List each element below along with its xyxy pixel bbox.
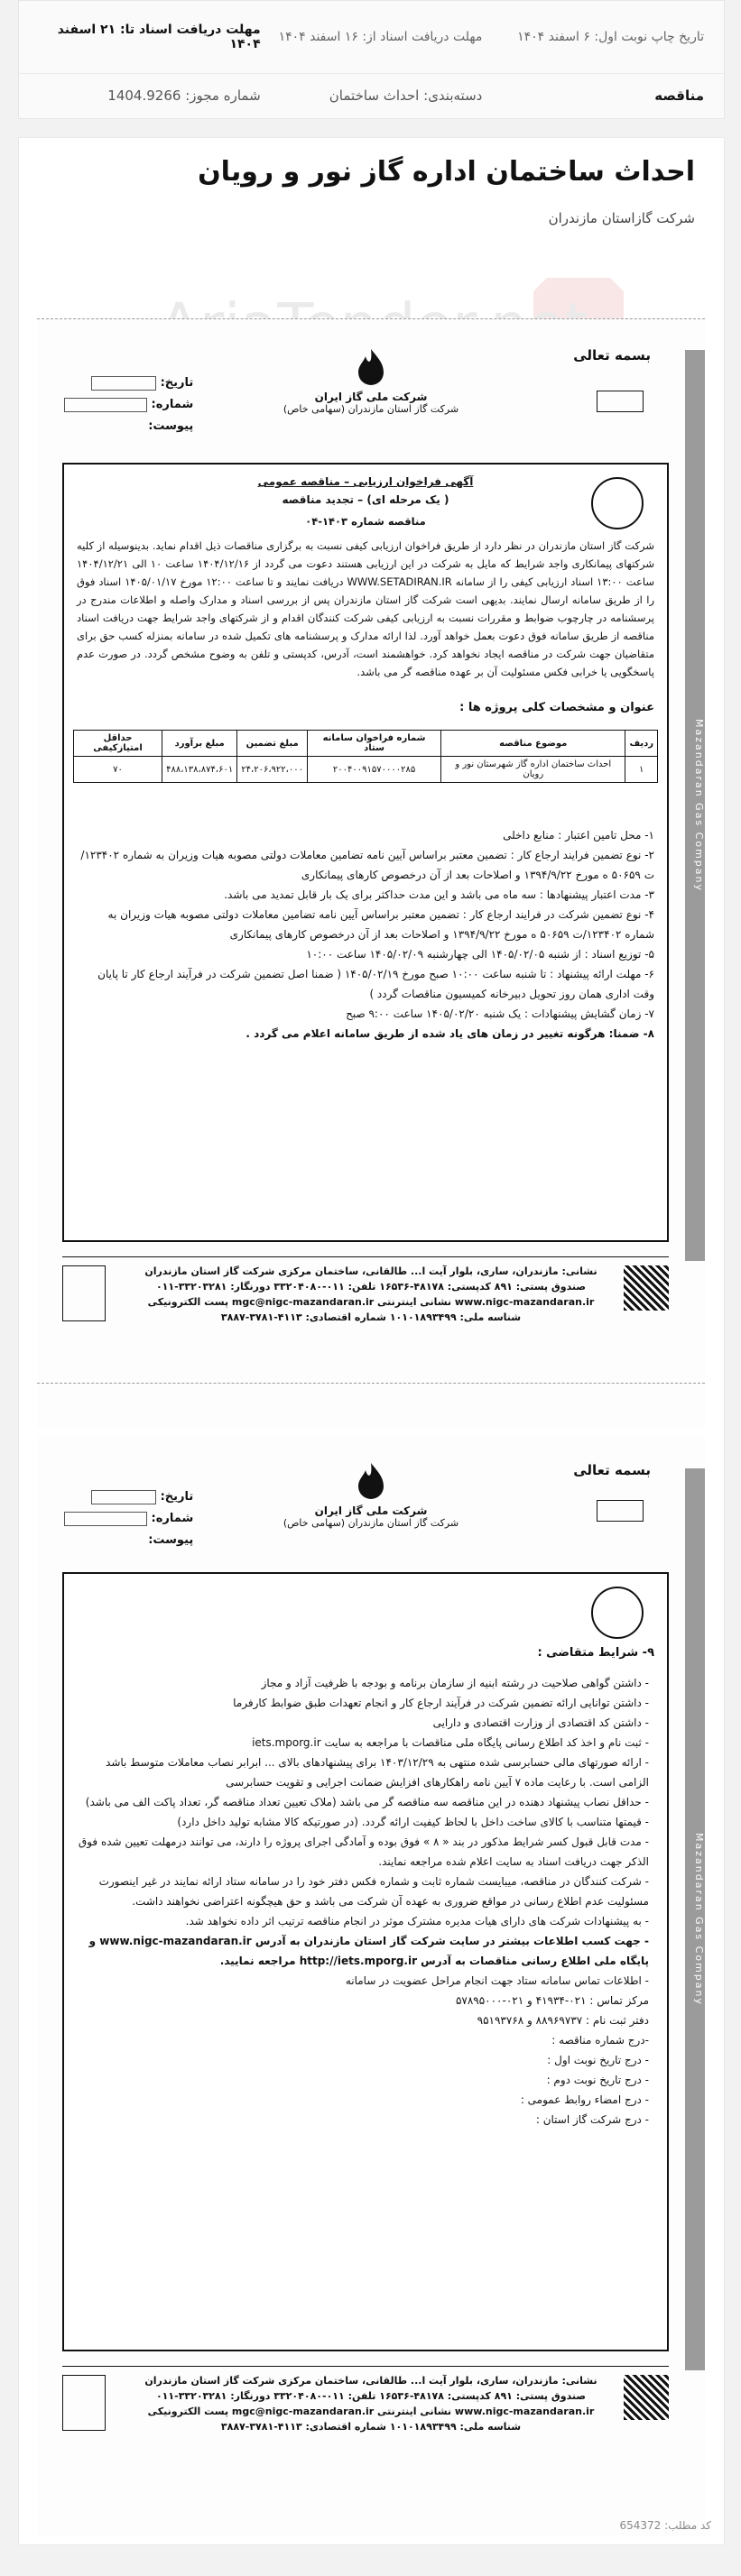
list-item: دفتر ثبت نام : ۸۸۹۶۹۷۳۷ و ۹۵۱۹۳۷۶۸ (477, 2014, 649, 2027)
tender-category: دسته‌بندی: احداث ساختمان (329, 87, 483, 104)
list-item: - اطلاعات تماس سامانه ستاد جهت انجام مراحل عضویت در سامانه (345, 1974, 649, 1987)
list-item: ۴- نوع تضمین شرکت در فرایند ارجاع کار : تضمین معتبر براساس آیین نامه تضامین معاملات دولتی مصوبه هیات وزیران به شماره ۱۲۳۴۰۲/ت ۵۰۶۵۹ ه مورخ ۱۳۹۴/۹/۲۲ و اصلاحات بعد از آن درخصوص کارهای پیمانکاری (107, 908, 654, 941)
list-item: مرکز تماس : ۰۲۱-۴۱۹۳۴ و ۰۲۱-۵۷۸۹۵۰۰۰ (455, 1994, 649, 2007)
letter-fields (64, 1486, 193, 1551)
list-item: -درج شماره مناقصه : (551, 2034, 649, 2047)
list-item: - درج شرکت گاز استان : (535, 2113, 649, 2126)
tender-meta-bar (18, 0, 725, 119)
company-name: شرکت گازاستان مازندران (548, 210, 695, 226)
conditions-box (62, 1572, 669, 2351)
page1-footer: نشانی: مازندران، ساری، بلوار آیت ا... طالقانی، ساختمان مرکزی شرکت گاز استان مازندران صندوق پستی: ۸۹۱ کدپستی: ۴۸۱۷۸-۱۶۵۳۶ تلفن: ۰۱۱-۳۳۲۰۴۰۸۰ دورنگار: ۳۳۲۰۳۲۸۱-۰۱۱ www.nigc-mazandaran.ir نشانی اینترنتی mgc@nigc-mazandaran.ir پست الکترونیکی شناسه ملی: ۱۰۱۰۱۸۹۳۴۹۹ شماره اقتصادی: ۴۱۱۳-۳۷۸۱-۳۸۸۷ (144, 1265, 597, 1323)
meta-dates-row (19, 1, 724, 74)
projects-table: ردیف موضوع مناقصه شماره فراخوان سامانه ستاد مبلغ تضمین مبلغ برآورد حداقل امتیازکیفی ۱ احداث ساختمان اداره گاز شهرستان نور و رویان ۲۰۰۴۰۰۹۱۵۷۰۰۰۰۲۸۵ ۲۴،۲۰۶،۹۲۲،۰۰۰ ۴۸۸،۱۳۸،۸۷۴،۶۰۱ ۷۰ (73, 730, 658, 783)
tender-card (18, 137, 725, 2545)
qr-code-icon (624, 2375, 669, 2420)
section-title: ۹- شرایط متقاضی : (537, 1646, 654, 1660)
receive-to-date: مهلت دریافت اسناد تا: ۲۱ اسفند ۱۴۰۴ (57, 23, 261, 51)
date-field: تاریخ: (64, 1486, 193, 1508)
stamp-box (597, 391, 644, 412)
tender-type: مناقصه (654, 87, 704, 104)
list-item: - ارائه صورتهای مالی حسابرسی شده منتهی به ۱۴۰۳/۱۲/۲۹ برای پیشنهادهای بالای ... ابرابر نصاب معاملات متوسط باشد الزامی است. با رعایت ماده ۷ آیین نامه راهکارهای افزایش ضمانت اجرایی و تقویت حسابرسی (106, 1756, 649, 1789)
attach-field: پیوست: (148, 1533, 194, 1547)
qr-code-icon (624, 1265, 669, 1311)
side-bar: Mazandaran Gas Company (685, 350, 705, 1261)
print-date: تاریخ چاپ نوبت اول: ۶ اسفند ۱۴۰۴ (517, 30, 704, 44)
list-item: - جهت کسب اطلاعات بیشتر در سایت شرکت گاز استان مازندران به آدرس www.nigc-mazandaran.ir و پایگاه ملی اطلاع رسانی مناقصات به آدرس http://iets.mporg.ir مراجعه نمایید. (88, 1935, 649, 1967)
letter-fields (64, 373, 193, 437)
list-item: ۳- مدت اعتبار پیشنهادها : سه ماه می باشد و این مدت حداکثر برای یک بار قابل تمدید می باشد. (224, 888, 654, 901)
page-title: احداث ساختمان اداره گاز نور و رویان (198, 156, 695, 188)
company-logo-icon (591, 1587, 644, 1639)
list-item: - داشتن توانایی ارائه تضمین شرکت در فرآیند ارجاع کار و انجام تعهدات طبق ضوابط کارفرما (233, 1697, 649, 1709)
conditions-list (77, 825, 654, 1044)
license-number: شماره مجوز: 1404.9266 (107, 87, 261, 104)
list-item: ۷- زمان گشایش پیشنهادات : یک شنبه ۱۴۰۵/۰۲/۲۰ ساعت ۹:۰۰ صبح (346, 1007, 654, 1020)
date-field: تاریخ: (64, 373, 193, 394)
nigc-logo-block: شرکت ملی گاز ایران شرکت گاز استان مازندران (سهامی خاص) (281, 345, 461, 415)
basmala: بسمه تعالی (573, 347, 651, 363)
document-page-1 (37, 318, 705, 1428)
list-item: ۵- توزیع اسناد : از شنبه ۱۴۰۵/۰۲/۰۵ الی چهارشنبه ۱۴۰۵/۰۲/۰۹ ساعت ۱۰:۰۰ (306, 948, 654, 961)
meta-info-row (19, 73, 724, 118)
flame-logo-icon (351, 345, 391, 387)
list-item: ۸- ضمنا: هرگونه تغییر در زمان های یاد شده از طریق سامانه اعلام می گردد . (245, 1027, 654, 1040)
number-field: شماره: (64, 394, 193, 416)
document-page-2 (37, 1437, 705, 2537)
list-item: - ثبت نام و اخذ کد اطلاع رسانی پایگاه ملی مناقصات با مراجعه به سایت iets.mporg.ir (252, 1736, 649, 1749)
attach-field: پیوست: (148, 419, 194, 433)
iso-badge-icon (62, 2375, 106, 2431)
number-field: شماره: (64, 1508, 193, 1530)
list-item: - شرکت کنندگان در مناقصه، میبایست شماره ثابت و شماره فکس دفتر خود را در سامانه ستاد ارائه نمایند در غیر اینصورت مسئولیت عدم اطلاع رسانی در مواقع ضروری به عهده آن شرکت می باشد و حق هیچگونه اعتراضی نخواهند داشت. (98, 1875, 649, 1908)
flame-logo-icon (351, 1459, 391, 1501)
receive-from-date: مهلت دریافت اسناد از: ۱۶ اسفند ۱۴۰۴ (278, 30, 483, 44)
list-item: - درج تاریخ نوبت اول : (547, 2054, 649, 2066)
side-bar: Mazandaran Gas Company (685, 1468, 705, 2370)
requirements-list (77, 1673, 649, 2130)
intro-paragraph: شرکت گاز استان مازندران در نظر دارد از طریق فراخوان ارزیابی کیفی نسبت به برگزاری مناقصات ذیل اقدام نماید. بدینوسیله از کلیه شرکتهای پیمانکاری واجد شرایط که مایل به شرکت در این ارزیابی هستند دعوت می گردد از ۱۴۰۴/۱۲/۱۶ ساعت ۱۰ الی ۱۴۰۴/۱۲/۲۱ ساعت ۱۳:۰۰ اسناد ارزیابی کیفی را از سامانه WWW.SETADIRAN.IR دریافت نمایند و تا ساعت ۱۲:۰۰ مورخ ۱۴۰۵/۰۱/۱۷ اسناد فوق را از طریق سامانه ارسال نمایند. بدیهی است شرکت گاز استان مازندران پس از بررسی اسناد و مدارک واصله و اطلاعات مندرج در پرسشنامه در چارچوب ضوابط و مقررات نسبت به ارزیابی کیفی شرکت کنندگان اقدام و از شرکتهای واجد شرایط جهت دریافت اسناد مناقصه از طریق سامانه فوق دعوت بعمل خواهد آورد. لذا ارائه مدارک و پرسشنامه های تکمیل شده در سامانه بمنزله کسب حق برای متقاضیان جهت شرکت در مناقصه ایجاد نخواهد کرد. خواهشمند است، آدرس، کدپستی و تلفن به وضوح مشخص گردد. در صورت عدم پاسخگویی یا خرابی فکس مسئولیت آن بر عهده مناقصه گر می باشد. (77, 539, 654, 678)
stamp-box (597, 1500, 644, 1522)
table-row: ۱ احداث ساختمان اداره گاز شهرستان نور و رویان ۲۰۰۴۰۰۹۱۵۷۰۰۰۰۲۸۵ ۲۴،۲۰۶،۹۲۲،۰۰۰ ۴۸۸،۱۳۸،۸۷۴،۶۰۱ ۷۰ (74, 757, 658, 783)
list-item: - حداقل نصاب پیشنهاد دهنده در این مناقصه سه مناقصه گر می باشد (ملاک تعیین تعداد مناقصه گر، تعداد پاکت الف می باشد) (85, 1796, 649, 1808)
list-item: - مدت قابل قبول کسر شرایط مذکور در بند « ۸ » فوق بوده و آمادگی اجرای پروژه را دارند، می توانند درمهلت تعیین شده فوق الذکر جهت دریافت اسناد به سایت اعلام شده مراجعه نمایند. (78, 1835, 649, 1868)
post-code: کد مطلب: 654372 (619, 2519, 711, 2532)
list-item: - به پیشنهادات شرکت های دارای هیات مدیره مشترک موثر در انجام مناقصه ترتیب اثر داده نخواهد شد. (185, 1915, 649, 1927)
list-item: - قیمتها متناسب با کالای ساخت داخل با لحاظ کیفیت ارائه گردد. (در صورتیکه کالا مشابه تولید داخل دارد) (177, 1816, 649, 1828)
announcement-box: آگهی فراخوان ارزیابی – مناقصه عمومی ( یک مرحله ای) – تجدید مناقصه مناقصه شماره ۱۴۰۳-۰۴ شرکت گاز استان مازندران در نظر دارد از طریق فراخوان ارزیابی کیفی نسبت به برگزاری مناقصات ذیل اقدام نماید. بدینوسیله از کلیه شرکتهای پیمانکاری واجد شرایط که مایل به شرکت در این ارزیابی هستند دعوت می گردد از ۱۴۰۴/۱۲/۱۶ ساعت ۱۰ الی ۱۴۰۴/۱۲/۲۱ ساعت ۱۳:۰۰ اسناد ارزیابی کیفی را از سامانه WWW.SETADIRAN.IR دریافت نمایند و تا ساعت ۱۲:۰۰ مورخ ۱۴۰۵/۰۱/۱۷ اسناد فوق را از طریق سامانه ارسال نمایند. بدیهی است شرکت گاز استان مازندران پس از بررسی اسناد و مدارک واصله و اطلاعات مندرج در پرسشنامه در چارچوب ضوابط و مقررات نسبت به ارزیابی کیفی شرکت کنندگان اقدام و از شرکتهای واجد شرایط جهت دریافت اسناد مناقصه از طریق سامانه فوق دعوت بعمل خواهد آورد. لذا ارائه مدارک و پرسشنامه های تکمیل شده در سامانه بمنزله کسب حق برای متقاضیان جهت شرکت در مناقصه ایجاد نخواهد کرد. خواهشمند است، آدرس، کدپستی و تلفن به وضوح مشخص گردد. در صورت عدم پاسخگویی یا خرابی فکس مسئولیت آن بر عهده مناقصه گر می باشد. عنوان و مشخصات کلی پروژه ها : ردیف موضوع مناقصه شماره فراخوان سامانه ستاد مبلغ تضمین مبلغ برآورد حداقل امتیازکیفی ۱ احداث ساختمان اداره گاز شهرستان نور و رویان ۲۰۰۴۰۰۹۱۵۷۰۰۰۰۲۸۵ ۲۴،۲۰۶،۹۲۲،۰۰۰ ۴۸۸،۱۳۸،۸۷۴،۶۰۱ ۷۰ ۱- محل تامین اعتبار : منابع داخلی ۲- نوع تضمین فرایند ارجاع کار : تضمین معتبر براساس آیین نامه تضامین معاملات دولتی مصوبه هیات وزیران به شماره ۱۲۳۴۰۲/ت ۵۰۶۵۹ ه مورخ ۱۳۹۴/۹/۲۲ و اصلاحات بعد از آن درخصوص کارهای پیمانکاری ۳- مدت اعتبار پیشنهادها : سه ماه می باشد و این مدت حداکثر برای یک بار قابل تمدید می باشد. ۴- نوع تضمین شرکت در فرایند ارجاع کار : تضمین معتبر براساس آیین نامه تضامین معاملات دولتی مصوبه هیات وزیران به شماره ۱۲۳۴۰۲/ت ۵۰۶۵۹ ه مورخ ۱۳۹۴/۹/۲۲ و اصلاحات بعد از آن درخصوص کارهای پیمانکاری ۵- توزیع اسناد : از شنبه ۱۴۰۵/۰۲/۰۵ الی چهارشنبه ۱۴۰۵/۰۲/۰۹ ساعت ۱۰:۰۰ ۶- مهلت ارائه پیشنهاد : تا شنبه ساعت ۱۰:۰۰ صبح مورخ ۱۴۰۵/۰۲/۱۹ ( ضمنا اصل تضمین شرکت در فرآیند ارجاع کار تا پایان وقت اداری همان روز تحویل دبیرخانه کمیسیون مناقصات گردد ) ۷- زمان گشایش پیشنهادات : یک شنبه ۱۴۰۵/۰۲/۲۰ ساعت ۹:۰۰ صبح ۸- ضمنا: هرگونه تغییر در زمان های یاد شده از طریق سامانه اعلام می گردد . (62, 463, 669, 1242)
list-item: ۶- مهلت ارائه پیشنهاد : تا شنبه ساعت ۱۰:۰۰ صبح مورخ ۱۴۰۵/۰۲/۱۹ ( ضمنا اصل تضمین شرکت در فرآیند ارجاع کار تا پایان وقت اداری همان روز تحویل دبیرخانه کمیسیون مناقصات گردد ) (97, 968, 654, 1000)
list-item: ۱- محل تامین اعتبار : منابع داخلی (503, 829, 654, 842)
list-item: - درج تاریخ نوبت دوم : (546, 2074, 649, 2086)
list-item: - داشتن گواهی صلاحیت در رشته ابنیه از سازمان برنامه و بودجه با ظرفیت آزاد و مجاز (261, 1677, 649, 1689)
table-heading: عنوان و مشخصات کلی پروژه ها : (459, 701, 654, 714)
iso-badge-icon (62, 1265, 106, 1321)
list-item: - داشتن کد اقتصادی از وزارت اقتصادی و دارایی (432, 1716, 649, 1729)
basmala: بسمه تعالی (573, 1462, 651, 1478)
page2-footer: نشانی: مازندران، ساری، بلوار آیت ا... طالقانی، ساختمان مرکزی شرکت گاز استان مازندران صندوق پستی: ۸۹۱ کدپستی: ۴۸۱۷۸-۱۶۵۳۶ تلفن: ۰۱۱-۳۳۲۰۴۰۸۰ دورنگار: ۳۳۲۰۳۲۸۱-۰۱۱ www.nigc-mazandaran.ir نشانی اینترنتی mgc@nigc-mazandaran.ir پست الکترونیکی شناسه ملی: ۱۰۱۰۱۸۹۳۴۹۹ شماره اقتصادی: ۴۱۱۳-۳۷۸۱-۳۸۸۷ (144, 2375, 597, 2433)
list-item: - درج امضاء روابط عمومی : (520, 2093, 649, 2106)
list-item: ۲- نوع تضمین فرایند ارجاع کار : تضمین معتبر براساس آیین نامه تضامین معاملات دولتی مصوبه هیات وزیران به شماره ۱۲۳۴۰۲/ت ۵۰۶۵۹ ه مورخ ۱۳۹۴/۹/۲۲ و اصلاحات بعد از آن درخصوص کارهای پیمانکاری (80, 849, 654, 881)
nigc-logo-block: شرکت ملی گاز ایران شرکت گاز استان مازندران (سهامی خاص) (281, 1459, 461, 1529)
